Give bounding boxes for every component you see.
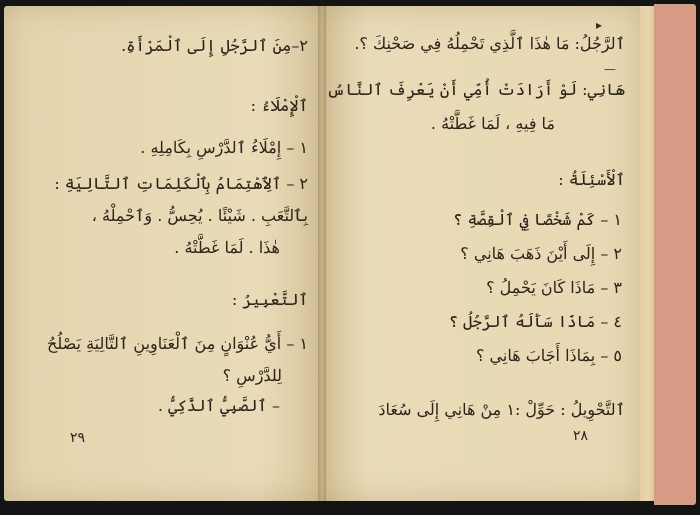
question-2: ٢ – إِلَى أَيْنَ ذَهَبَ هَانِي ؟ <box>460 244 622 263</box>
book-cover <box>654 4 696 505</box>
right-line-3: مَا فِيهِ ، لَمَا غَطَّتْهُ . <box>430 114 555 133</box>
left-line-top: ٢–مِنَ ٱلرَّجُلِ إِلَى ٱلْمَرْأَةِ. <box>121 36 308 55</box>
book-gutter <box>318 6 326 501</box>
question-4: ٤ – مَاذَا سَأَلَهُ ٱلرَّجُلُ ؟ <box>448 312 622 331</box>
dictation-words-line-2: هٰذَا . لَمَا غَطَّتْهُ . <box>174 238 280 257</box>
dictation-item-2: ٢ – ٱلِٱهْتِمَامُ بِٱلْكَلِمَاتِ ٱلتَّالِيَةِ : <box>54 174 308 193</box>
left-page-number: ٢٩ <box>70 430 86 446</box>
dictation-words-line-1: بِٱلتَّعَبِ . شَيْئًا . يُحِسُّ . وَٱحْمِلْهُ ، <box>91 206 308 225</box>
questions-heading: ٱلْأَسْئِلَةُ : <box>558 170 625 189</box>
right-page-number: ٢٨ <box>573 428 589 444</box>
expression-item-1: ١ – أَيُّ عُنْوَانٍ مِنَ ٱلْعَنَاوِينِ ٱلتَّالِيَةِ يَصْلُحُ <box>47 334 308 353</box>
question-5: ٥ – بِمَاذَا أَجَابَ هَانِي ؟ <box>475 346 622 365</box>
expression-heading: ٱلتَّعْبِيرُ : <box>231 290 308 309</box>
question-3: ٣ – مَاذَا كَانَ يَحْمِلُ ؟ <box>486 278 622 297</box>
dictation-item-1: ١ – إِمْلَاءُ ٱلدَّرْسِ بِكَامِلِهِ . <box>140 138 308 157</box>
margin-mark: ▸ <box>596 18 603 32</box>
expression-option: – ٱلصَّبِيُّ ٱلذَّكِيُّ . <box>157 396 280 415</box>
margin-mark: — <box>604 62 616 76</box>
right-line-1: ٱلرَّجُلُ: مَا هٰذَا ٱلَّذِي تَحْمِلُهُ فِي صَحْنِكَ ؟. <box>354 34 625 53</box>
right-line-2: هَانِي: لَوْ أَرَادَتْ أُمِّي أَنْ يَعْرِفَ ٱلنَّاسُ <box>326 80 625 99</box>
transformation-line: ٱلتَّحْوِيلُ : حَوِّلْ :١ مِنْ هَانِي إِلَى سُعَادَ <box>378 400 625 419</box>
expression-item-1-cont: لِلدَّرْسِ ؟ <box>222 366 282 385</box>
question-1: ١ – كَمْ شَخْصًا فِي ٱلْقِصَّةِ ؟ <box>453 210 622 229</box>
dictation-heading: ٱلْإِمْلَاءُ : <box>250 96 308 115</box>
